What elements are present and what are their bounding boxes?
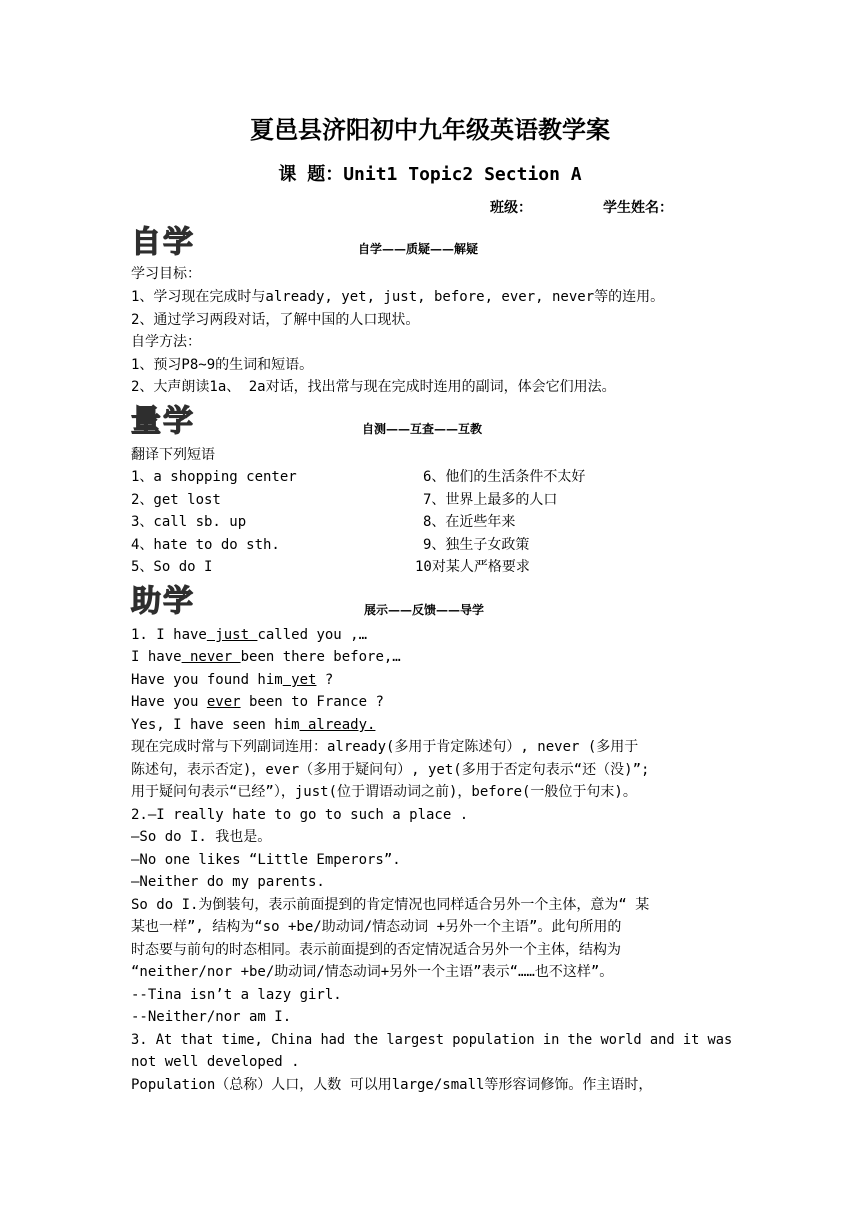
self-test-badge (129, 401, 221, 437)
section2-heading: 自测——互查——互教 (362, 422, 483, 436)
explanation-line: --Neither/nor am I. (131, 1009, 292, 1025)
guided-study-badge-text: 助学 (131, 584, 195, 617)
section1-line: 2、大声朗读1a、 2a对话，找出常与现在完成时连用的副词，体会它们用法。 (131, 379, 616, 395)
explanation-line: 2.—I really hate to go to such a place . (131, 807, 469, 823)
class-label: 班级： (490, 200, 532, 216)
phrase-item: 9、独生子女政策 (423, 537, 530, 553)
phrase-item: 3、call sb. up (131, 514, 247, 530)
self-study-badge-text: 自学 (131, 225, 195, 258)
translate-instruction: 翻译下列短语 (131, 447, 215, 463)
phrase-item: 7、世界上最多的人口 (423, 492, 558, 508)
section1-line: 学习目标： (131, 266, 201, 282)
explanation-line: 3. At that time, China had the largest population in the world and it was (131, 1032, 733, 1048)
explanation-line: —No one likes “Little Emperors”. (131, 852, 401, 868)
example-sentence: Have you ever been to France ? (131, 694, 384, 710)
phrase-item: 4、hate to do sth. (131, 537, 280, 553)
section1-line: 2、通过学习两段对话，了解中国的人口现状。 (131, 312, 420, 328)
example-sentence: Yes, I have seen him already. (131, 717, 376, 733)
guided-study-badge (129, 581, 221, 617)
self-study-badge (129, 222, 221, 258)
explanation-line: 现在完成时常与下列副词连用：already(多用于肯定陈述句）, never (多用于 (131, 739, 639, 755)
phrase-item: 2、get lost (131, 492, 221, 508)
explanation-line: 时态要与前句的时态相同。表示前面提到的否定情况适合另外一个主体，结构为 (131, 942, 621, 958)
explanation-line: “neither/nor +be/助动词/情态动词+另外一个主语”表示“……也不这样”。 (131, 964, 614, 980)
phrase-item: 5、So do I (131, 559, 213, 575)
section1-line: 1、预习P8~9的生词和短语。 (131, 357, 314, 373)
example-sentence: I have never been there before,… (131, 649, 401, 665)
page-title: 夏邑县济阳初中九年级英语教学案 (250, 116, 610, 144)
phrase-item: 8、在近些年来 (423, 514, 516, 530)
phrase-item: 1、a shopping center (131, 469, 297, 485)
explanation-line: So do I.为倒装句，表示前面提到的肯定情况也同样适合另外一个主体，意为“ 某 (131, 897, 650, 913)
explanation-line: 某也一样”, 结构为“so +be/助动词/情态动词 +另外一个主语”。此句所用的 (131, 919, 622, 935)
section1-heading: 自学——质疑——解疑 (358, 242, 479, 256)
phrase-item: 6、他们的生活条件不太好 (423, 469, 586, 485)
section1-line: 自学方法： (131, 334, 201, 350)
lesson-subtitle: 课 题：Unit1 Topic2 Section A (278, 164, 582, 185)
section1-line: 1、学习现在完成时与already, yet, just, before, ever, never等的连用。 (131, 289, 665, 305)
phrase-item: 10对某人严格要求 (415, 559, 530, 575)
self-test-badge-text: 量学 (131, 404, 195, 437)
explanation-line: —Neither do my parents. (131, 874, 325, 890)
explanation-line: 陈述句，表示否定)，ever（多用于疑问句）, yet(多用于否定句表示“还（没)”; (131, 762, 650, 778)
explanation-line: Population（总称）人口，人数 可以用large/small等形容词修饰。作主语时， (131, 1077, 653, 1093)
student-name-label: 学生姓名： (603, 200, 673, 216)
explanation-line: not well developed . (131, 1054, 300, 1070)
explanation-line: 用于疑问句表示“已经”），just(位于谓语动词之前)，before(一般位于句末)。 (131, 784, 637, 800)
explanation-line: —So do I. 我也是。 (131, 829, 272, 845)
section3-heading: 展示——反馈——导学 (364, 603, 485, 617)
example-sentence: Have you found him yet ? (131, 672, 334, 688)
example-sentence: 1. I have just called you ,… (131, 627, 368, 643)
explanation-line: --Tina isn’t a lazy girl. (131, 987, 342, 1003)
